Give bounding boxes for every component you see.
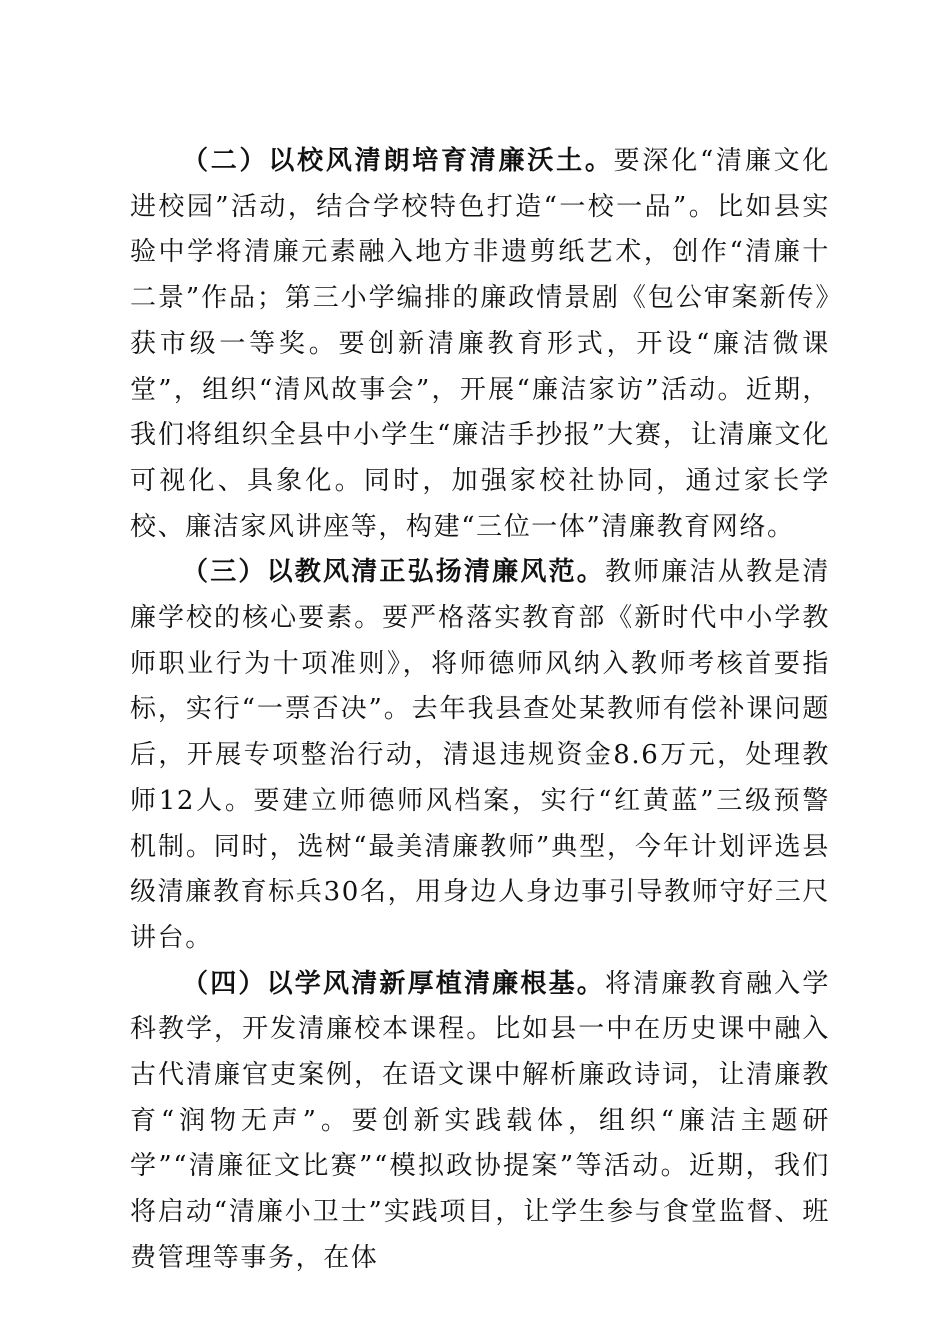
paragraph-heading: （二）以校风清朗培育清廉沃土。 [182,146,614,176]
paragraph-text: 将清廉教育融入学科教学，开发清廉校本课程。比如县一中在历史课中融入古代清廉官吏案例，在语文课中解析廉政诗词，让清廉教育“润物无声”。要创新实践载体，组织“廉洁主题研学”“清廉征文比赛”“模拟政协提案”等活动。近期，我们将启动“清廉小卫士”实践项目，让学生参与食堂监督、班费管理等事务，在体 [130,968,830,1273]
document-body [130,139,830,1282]
paragraph-study-culture [130,962,830,1282]
paragraph-school-culture [130,139,830,550]
paragraph-teaching-culture [130,550,830,961]
paragraph-heading: （四）以学风清新厚植清廉根基。 [182,968,605,999]
paragraph-text: 要深化“清廉文化进校园”活动，结合学校特色打造“一校一品”。比如县实验中学将清廉元素融入地方非遗剪纸艺术，创作“清廉十二景”作品；第三小学编排的廉政情景剧《包公审案新传》获市级一等奖。要创新清廉教育形式，开设“廉洁微课堂”，组织“清风故事会”，开展“廉洁家访”活动。近期，我们将组织全县中小学生“廉洁手抄报”大赛，让清廉文化可视化、具象化。同时，加强家校社协同，通过家长学校、廉洁家风讲座等，构建“三位一体”清廉教育网络。 [130,146,830,542]
paragraph-heading: （三）以教风清正弘扬清廉风范。 [182,557,605,588]
paragraph-text: 教师廉洁从教是清廉学校的核心要素。要严格落实教育部《新时代中小学教师职业行为十项准则》，将师德师风纳入教师考核首要指标，实行“一票否决”。去年我县查处某教师有偿补课问题后，开展专项整治行动，清退违规资金8.6万元，处理教师12人。要建立师德师风档案，实行“红黄蓝”三级预警机制。同时，选树“最美清廉教师”典型，今年计划评选县级清廉教育标兵30名，用身边人身边事引导教师守好三尺讲台。 [130,557,830,953]
